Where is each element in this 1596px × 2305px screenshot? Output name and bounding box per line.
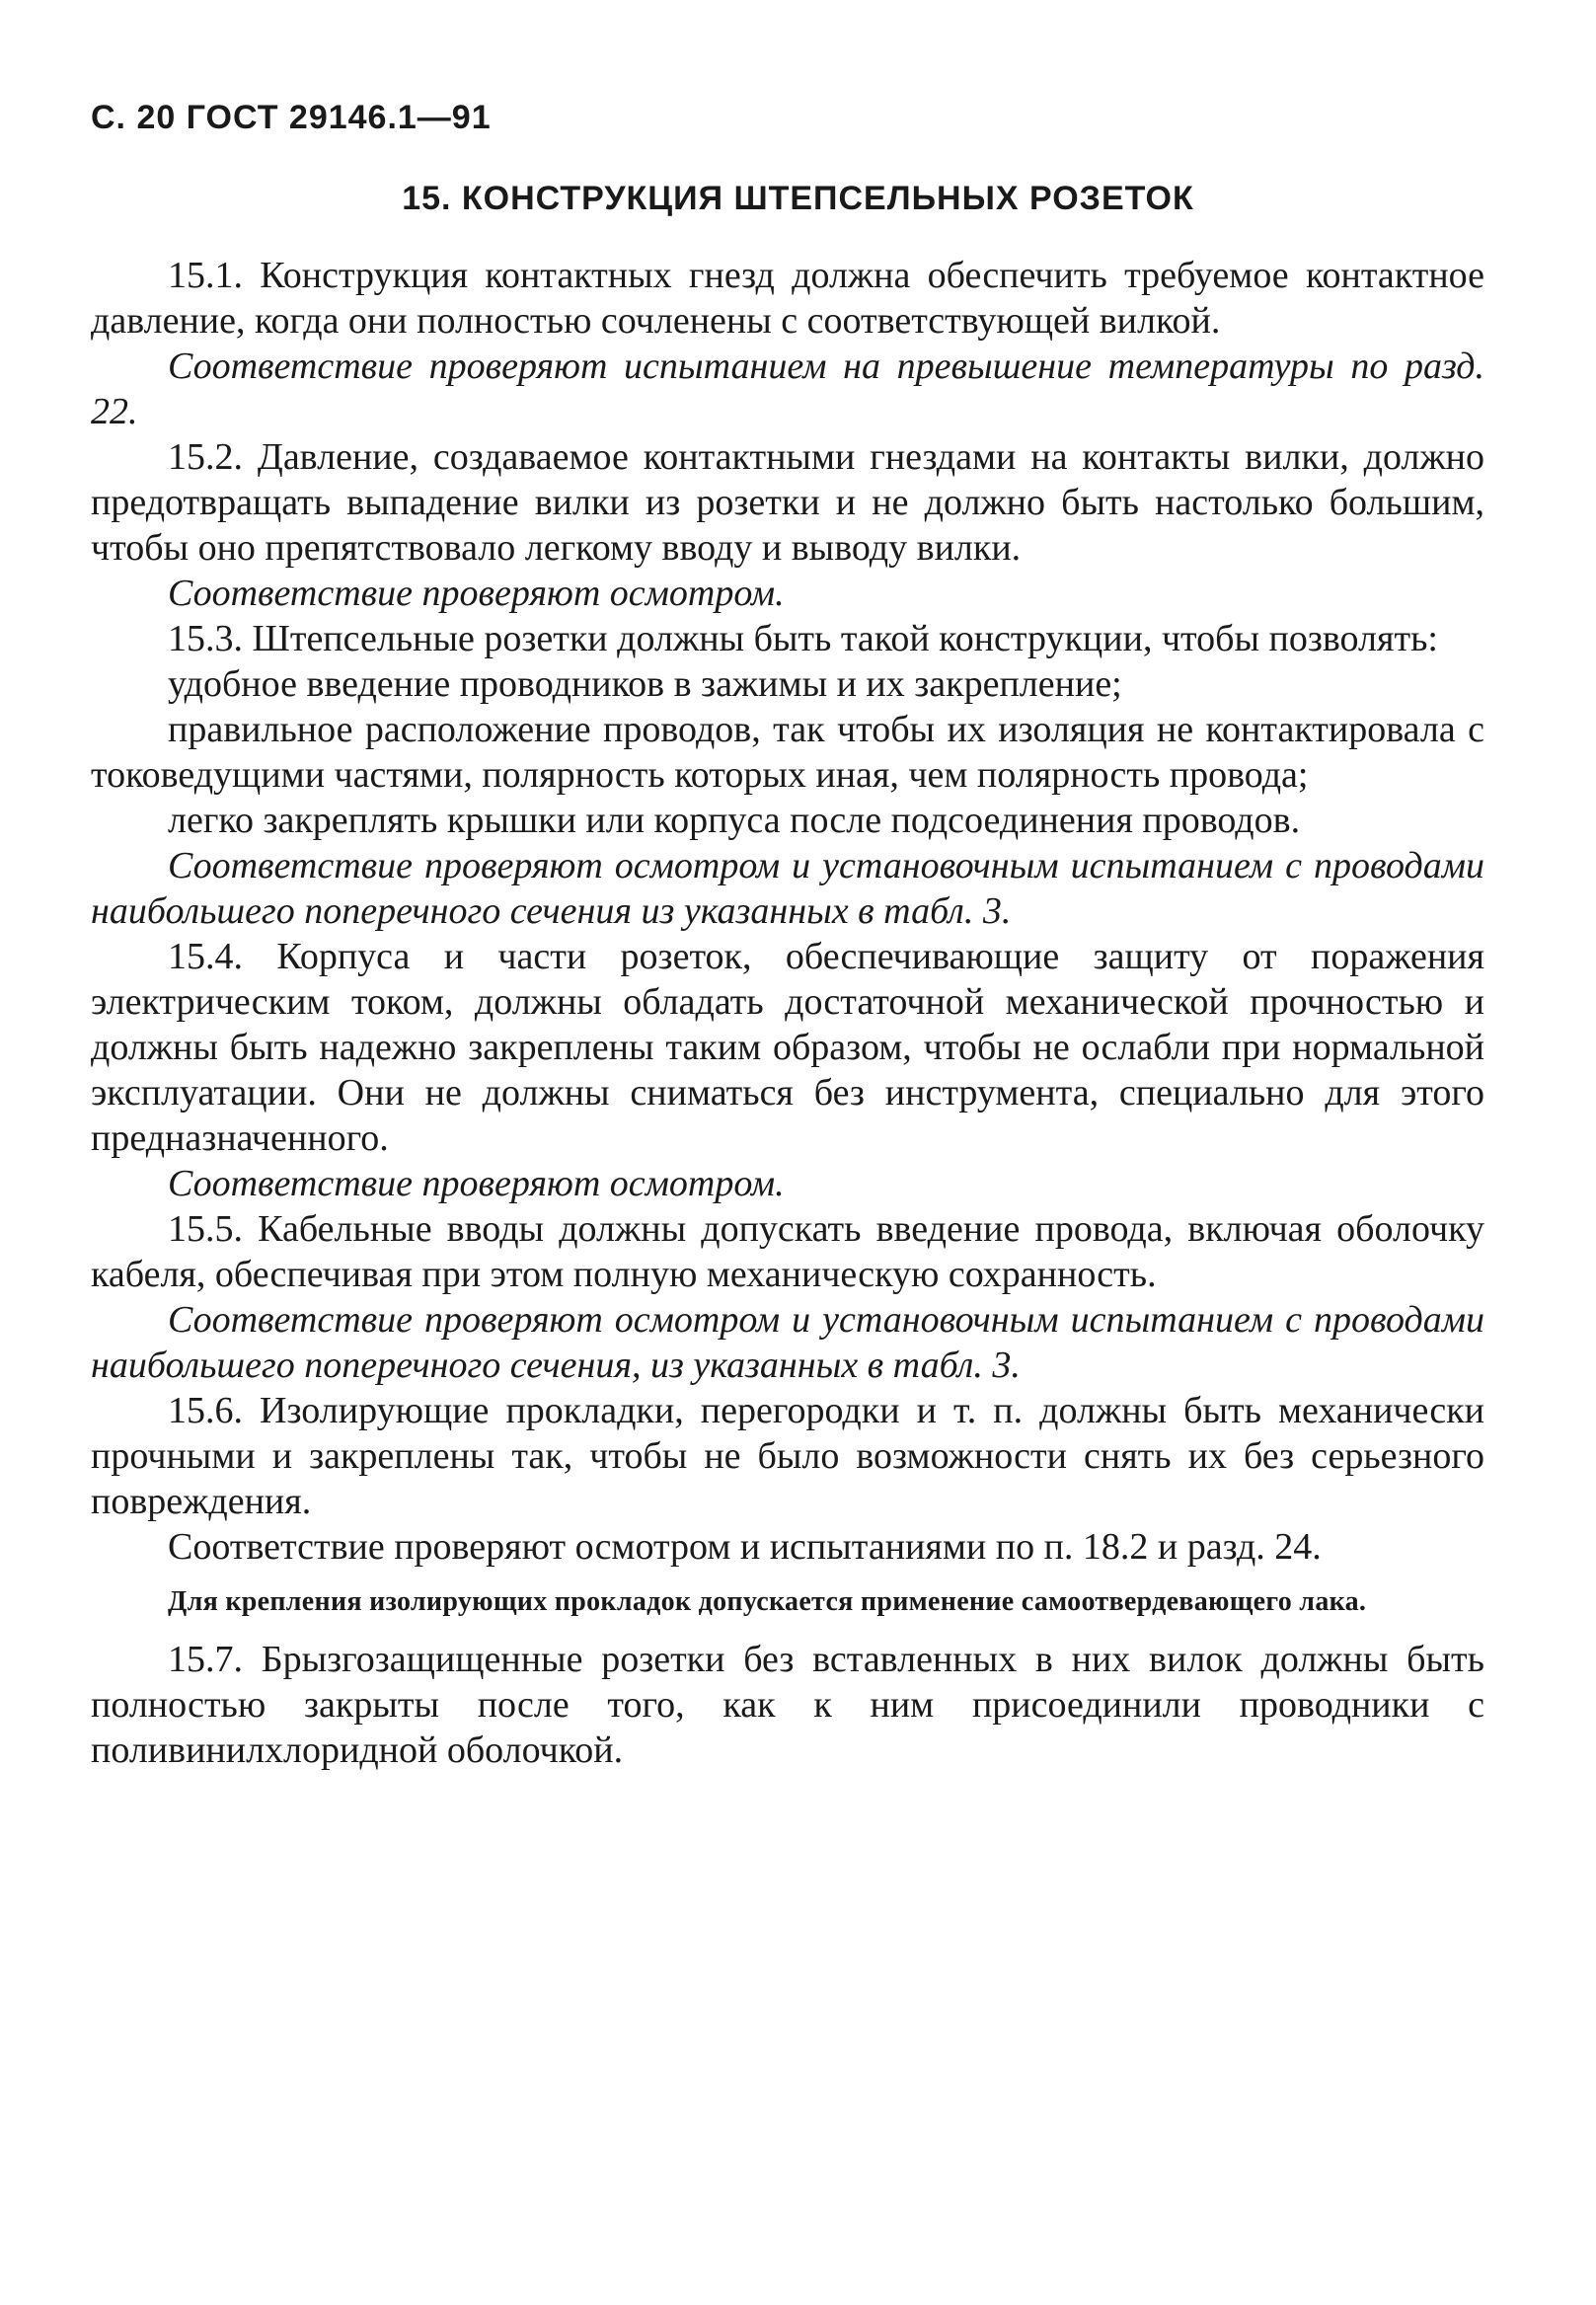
- section-body: [91, 253, 1484, 1773]
- note: Для крепления изолирующих прокладок допускается применение самоотвердевающего лака.: [168, 1586, 1367, 1617]
- compliance-check: Соответствие проверяют испытанием на превышение температуры по разд. 22.: [91, 346, 1484, 432]
- paragraph-15-7: 15.7. Брызгозащищенные розетки без вставленных в них вилок должны быть полностью закрыты после того, как к ним присоединили проводники с поливинилхлоридной оболочкой.: [91, 1639, 1484, 1771]
- section-title: 15. КОНСТРУКЦИЯ ШТЕПСЕЛЬНЫХ РОЗЕТОК: [402, 180, 1194, 217]
- list-item: правильное расположение проводов, так чтобы их изоляция не контактировала с токоведущими частями, полярность которых иная, чем полярность провода;: [91, 709, 1484, 796]
- paragraph-15-5: 15.5. Кабельные вводы должны допускать введение провода, включая оболочку кабеля, обеспечивая при этом полную механическую сохранность.: [91, 1208, 1484, 1295]
- paragraph-15-1: 15.1. Конструкция контактных гнезд должна обеспечить требуемое контактное давление, когда они полностью сочленены с соответствующей вилкой.: [91, 255, 1484, 342]
- paragraph-15-4: 15.4. Корпуса и части розеток, обеспечивающие защиту от поражения электрическим током, должны обладать достаточной механической прочностью и должны быть надежно закреплены таким образом, чтобы не ослабли при нормальной эксплуатации. Они не должны сниматься без инструмента, специально для этого предназначенного.: [91, 936, 1484, 1159]
- compliance-check: Соответствие проверяют осмотром.: [168, 573, 785, 614]
- page-header: С. 20 ГОСТ 29146.1—91: [91, 99, 492, 136]
- list-item: удобное введение проводников в зажимы и их закрепление;: [168, 663, 1122, 705]
- compliance-check: Соответствие проверяют осмотром и установочным испытанием с проводами наибольшего поперечного сечения из указанных в табл. 3.: [91, 845, 1484, 932]
- paragraph-15-2: 15.2. Давление, создаваемое контактными гнездами на контакты вилки, должно предотвращать выпадение вилки из розетки и не должно быть настолько большим, чтобы оно препятствовало легкому вводу и выводу вилки.: [91, 436, 1484, 569]
- compliance-check: Соответствие проверяют осмотром.: [168, 1163, 785, 1204]
- list-item: легко закреплять крышки или корпуса после подсоединения проводов.: [168, 800, 1301, 841]
- compliance-check: Соответствие проверяют осмотром и установочным испытанием с проводами наибольшего поперечного сечения, из указанных в табл. 3.: [91, 1299, 1484, 1386]
- compliance-check-upright: Соответствие проверяют осмотром и испытаниями по п. 18.2 и разд. 24.: [168, 1526, 1322, 1568]
- paragraph-15-6: 15.6. Изолирующие прокладки, перегородки и т. п. должны быть механически прочными и закреплены так, чтобы не было возможности снять их без серьезного повреждения.: [91, 1390, 1484, 1522]
- paragraph-15-3: 15.3. Штепсельные розетки должны быть такой конструкции, чтобы позволять:: [168, 618, 1438, 659]
